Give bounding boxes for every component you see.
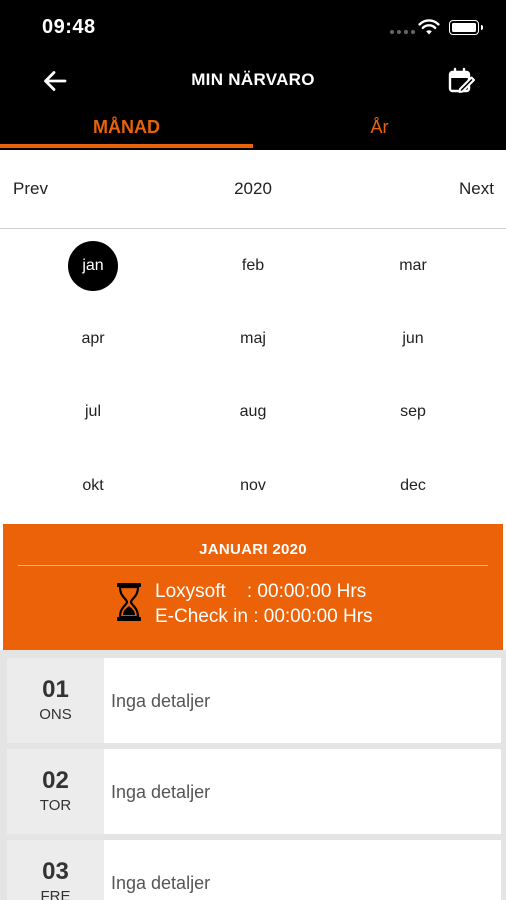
- month-feb[interactable]: feb: [241, 257, 265, 274]
- prev-year-button[interactable]: Prev: [13, 179, 48, 198]
- day-date: [7, 749, 104, 834]
- summary-title: JANUARI 2020: [199, 541, 307, 558]
- day-date: [7, 658, 104, 743]
- month-maj[interactable]: maj: [240, 330, 266, 347]
- day-row[interactable]: [7, 840, 501, 900]
- day-weekday: TOR: [39, 797, 72, 814]
- tab-year-label: År: [370, 117, 389, 137]
- day-detail: Inga detaljer: [111, 782, 211, 802]
- battery-icon: [449, 20, 479, 35]
- month-summary-card: [3, 524, 503, 650]
- month-jul[interactable]: jul: [84, 403, 101, 420]
- day-number: 02: [42, 767, 69, 794]
- month-dec[interactable]: dec: [400, 477, 426, 494]
- month-okt[interactable]: okt: [82, 477, 104, 494]
- tab-active-indicator: [0, 144, 253, 148]
- next-year-button[interactable]: Next: [459, 179, 494, 198]
- view-tabs: [0, 110, 506, 150]
- day-date: [7, 840, 104, 900]
- day-list: [0, 650, 506, 900]
- calendar-edit-icon: [447, 67, 475, 95]
- day-row[interactable]: [7, 749, 501, 834]
- day-detail: Inga detaljer: [111, 691, 211, 711]
- month-grid: [0, 229, 506, 523]
- signal-dots-icon: [390, 30, 415, 34]
- day-detail: Inga detaljer: [111, 873, 211, 893]
- month-jun[interactable]: jun: [402, 330, 424, 347]
- day-number: 01: [42, 676, 69, 703]
- month-apr[interactable]: apr: [81, 330, 105, 347]
- day-weekday: FRE: [40, 888, 71, 900]
- page-title: MIN NÄRVARO: [191, 70, 315, 89]
- hourglass-icon: [115, 582, 143, 622]
- status-bar: [0, 0, 506, 50]
- echeckin-hours: E-Check in : 00:00:00 Hrs: [155, 606, 373, 627]
- tab-month[interactable]: [0, 110, 253, 150]
- app-header: [0, 0, 506, 150]
- calendar-edit-button[interactable]: [444, 64, 478, 98]
- status-time: 09:48: [42, 16, 96, 38]
- day-weekday: ONS: [39, 706, 72, 723]
- loxysoft-hours: Loxysoft : 00:00:00 Hrs: [155, 581, 367, 602]
- month-aug[interactable]: aug: [239, 403, 267, 420]
- month-mar[interactable]: mar: [399, 257, 427, 274]
- wifi-icon: [418, 18, 440, 36]
- year-navigation: [0, 150, 506, 229]
- day-number: 03: [42, 858, 69, 885]
- tab-month-label: MÅNAD: [93, 117, 160, 137]
- summary-divider: [18, 565, 488, 566]
- month-sep[interactable]: sep: [400, 403, 426, 420]
- day-row[interactable]: [7, 658, 501, 743]
- tab-year[interactable]: [253, 110, 506, 150]
- month-nov[interactable]: nov: [240, 477, 266, 494]
- month-jan[interactable]: jan: [68, 241, 118, 291]
- year-label: 2020: [234, 179, 272, 198]
